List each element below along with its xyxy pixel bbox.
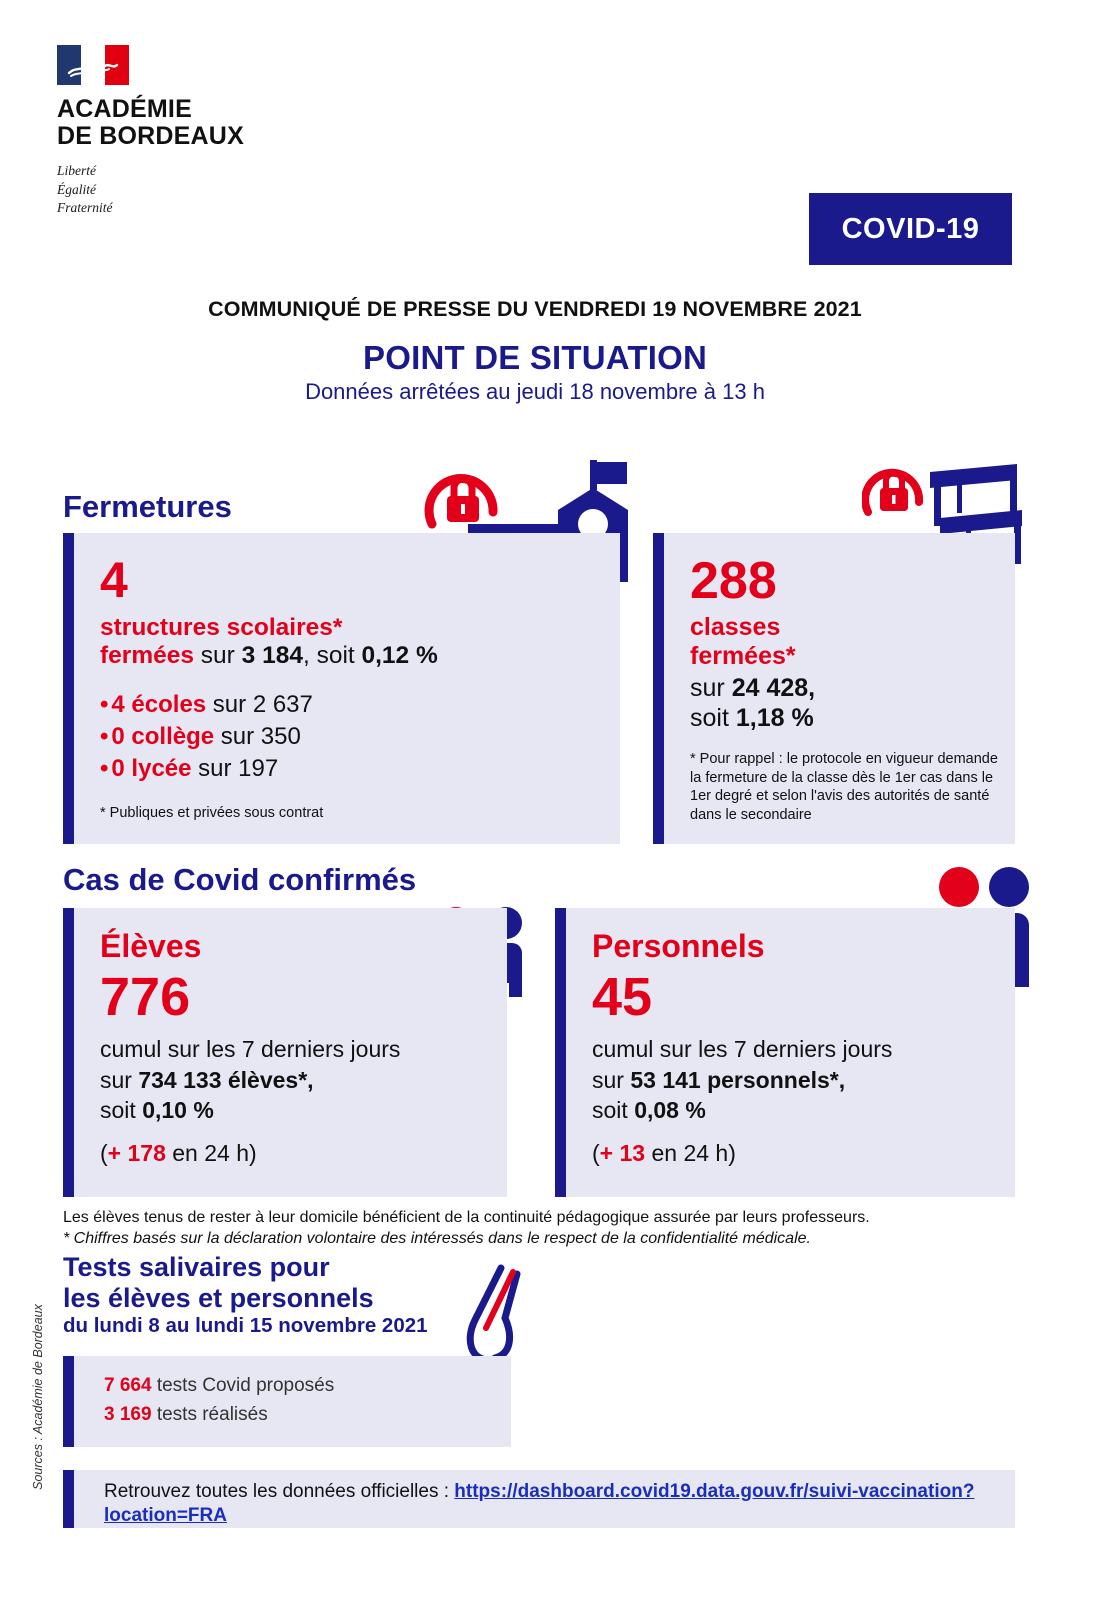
card-official-data-link <box>63 1470 1015 1528</box>
classes-sur-word: sur <box>690 674 732 702</box>
bullet-dot-icon: • <box>100 755 109 783</box>
republic-motto <box>57 162 387 218</box>
bullet-colleges-total: sur 350 <box>214 722 301 750</box>
press-release-line: COMMUNIQUÉ DE PRESSE DU VENDREDI 19 NOVEMBRE 2021 <box>208 297 862 321</box>
academy-name <box>57 96 387 150</box>
note-continuite-pedagogique: Les élèves tenus de rester à leur domicile bénéficient de la continuité pédagogique assurée par leurs professeurs. <box>63 1209 870 1226</box>
tests-realises-label: tests réalisés <box>151 1403 268 1425</box>
academy-name-line2: DE BORDEAUX <box>57 122 244 150</box>
cas-covid-notes <box>63 1207 1023 1250</box>
bullet-dot-icon: • <box>100 690 109 718</box>
classes-label-line2: fermées* <box>690 642 796 670</box>
personnels-total: 53 141 personnels*, <box>630 1066 846 1093</box>
card-structures-fermees <box>63 533 620 844</box>
eleves-label: Élèves <box>100 928 202 964</box>
structures-closed-count: 4 <box>100 552 128 608</box>
list-item <box>100 721 620 753</box>
motto-liberte: Liberté <box>57 163 96 178</box>
bullet-lycees-total: sur 197 <box>191 755 279 783</box>
delta-open-paren: ( <box>100 1139 108 1166</box>
bullet-ecoles-count: 4 écoles <box>111 690 207 718</box>
tests-title-line1: Tests salivaires pour <box>63 1252 330 1282</box>
eleves-sur-word: sur <box>100 1066 139 1093</box>
academy-logo <box>57 45 387 218</box>
personnels-details <box>592 1034 1015 1126</box>
personnels-percent: 0,08 % <box>634 1097 706 1124</box>
structures-percent: 0,12 % <box>361 642 438 670</box>
tests-title-line2: les élèves et personnels <box>63 1282 374 1313</box>
page-title: POINT DE SITUATION <box>363 339 707 376</box>
bullet-dot-icon: • <box>100 722 109 750</box>
padlock-icon <box>429 479 493 524</box>
classes-totals <box>690 673 1015 733</box>
structures-breakdown-list <box>100 689 620 785</box>
card-classes-fermees <box>653 533 1015 844</box>
dashboard-url-link[interactable]: https://dashboard.covid19.data.gouv.fr/suivi-vaccination?location=FRA <box>104 1481 975 1527</box>
tests-proposes-count: 7 664 <box>104 1375 152 1396</box>
personnels-count: 45 <box>592 967 653 1027</box>
academy-name-line1: ACADÉMIE <box>57 95 192 123</box>
classes-total: 24 428, <box>731 674 816 702</box>
personnels-delta-24h <box>592 1140 1015 1167</box>
classes-label <box>690 613 1015 671</box>
personnels-sur-word: sur <box>592 1066 631 1093</box>
section-title-cas-covid: Cas de Covid confirmés <box>63 862 417 897</box>
french-flag-marianne-icon <box>57 45 129 85</box>
tests-date-range: du lundi 8 au lundi 15 novembre 2021 <box>63 1313 428 1337</box>
delta-open-paren: ( <box>592 1139 600 1166</box>
personnels-soit-word: soit <box>592 1097 635 1124</box>
eleves-delta-value: + 178 <box>107 1139 166 1166</box>
structures-soit-word: , soit <box>302 642 362 670</box>
eleves-details <box>100 1034 507 1126</box>
section-title-fermetures: Fermetures <box>63 489 232 524</box>
bullet-colleges-count: 0 collège <box>111 722 215 750</box>
eleves-count: 776 <box>100 967 191 1027</box>
classes-percent: 1,18 % <box>735 704 814 732</box>
structures-label-1: structures scolaires* <box>100 614 343 641</box>
marianne-profile-icon <box>67 57 119 79</box>
eleves-cumul-line: cumul sur les 7 derniers jours <box>100 1036 401 1062</box>
bullet-ecoles-total: sur 2 637 <box>206 690 313 718</box>
motto-fraternite: Fraternité <box>57 200 113 216</box>
official-data-line <box>104 1480 1015 1529</box>
padlock-icon <box>865 473 919 512</box>
tests-row-proposes <box>104 1372 511 1401</box>
motto-egalite: Égalité <box>57 181 96 197</box>
note-declaration-volontaire: * Chiffres basés sur la déclaration volontaire des intéressés dans le respect de la confidentialité médicale. <box>63 1230 811 1248</box>
list-item <box>100 753 620 785</box>
structures-description <box>100 614 620 671</box>
link-intro-text: Retrouvez toutes les données officielles : <box>104 1481 455 1502</box>
eleves-percent: 0,10 % <box>142 1097 214 1124</box>
structures-total: 3 184 <box>241 642 303 670</box>
structures-label-2: fermées <box>100 642 194 670</box>
classes-closed-count: 288 <box>690 552 777 610</box>
bullet-lycees-count: 0 lycée <box>111 755 192 783</box>
eleves-soit-word: soit <box>100 1097 143 1124</box>
personnels-label: Personnels <box>592 928 765 964</box>
card-cas-eleves <box>63 908 507 1197</box>
delta-suffix: en 24 h) <box>165 1139 257 1166</box>
tests-proposes-label: tests Covid proposés <box>151 1375 335 1396</box>
delta-suffix: en 24 h) <box>645 1139 736 1166</box>
card-cas-personnels <box>555 908 1015 1197</box>
card-tests-salivaires <box>63 1356 511 1447</box>
sources-vertical-label: Sources : Académie de Bordeaux <box>31 1304 45 1490</box>
tests-row-realises <box>104 1401 511 1430</box>
eleves-total: 734 133 élèves*, <box>138 1066 314 1093</box>
structures-footnote: * Publiques et privées sous contrat <box>100 805 324 822</box>
classes-label-line1: classes <box>690 613 781 641</box>
list-item <box>100 689 620 721</box>
structures-sur-word: sur <box>193 642 242 670</box>
covid19-badge: COVID-19 <box>809 193 1012 265</box>
classes-soit-word: soit <box>690 704 736 732</box>
personnels-cumul-line: cumul sur les 7 derniers jours <box>592 1036 893 1062</box>
tests-realises-count: 3 169 <box>104 1403 152 1425</box>
section-title-tests-salivaires <box>63 1252 428 1337</box>
personnels-delta-value: + 13 <box>599 1139 646 1166</box>
classes-protocol-note: * Pour rappel : le protocole en vigueur demande la fermeture de la classe dès le 1er cas dans le 1er degré et selon l'avis des autorités de santé dans le secondaire <box>690 751 998 823</box>
eleves-delta-24h <box>100 1140 507 1167</box>
page-subtitle: Données arrêtées au jeudi 18 novembre à 13 h <box>305 379 765 404</box>
